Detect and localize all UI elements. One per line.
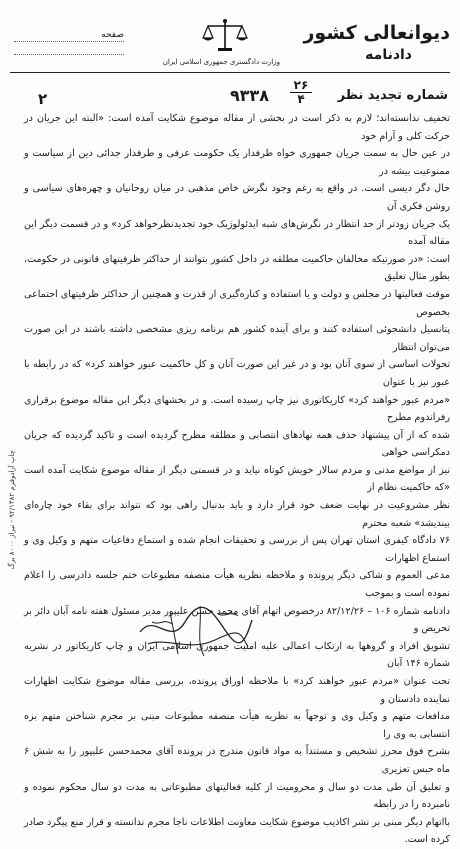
court-title: دیوانعالی کشور — [303, 22, 450, 44]
body-line: تشویق افراد و گروهها به ارتکاب اعمالی علیه امنیت جمهوری اسلامی ایران و چاپ کاریکاتور در نشریه شماره ۱۴۶ آبان — [24, 640, 450, 670]
body-line: است: «در صورتیکه مخالفان حاکمیت مطلقه در داخل کشور بتوانند از حداکثر ظرفیتهای قانونی در حکومت، بطور مثال تعلیق — [24, 253, 450, 283]
verdict-body — [24, 110, 450, 849]
print-margin-note: چاپ آزادوفرم ۹۲/۱۳۸۲ - تیراژ ۸۰۰۰ برگ — [8, 450, 16, 570]
body-line: تحولات اساسی از سوی آنان بود و در غیر این صورت آنان و کل حاکمیت عبور خواهند کرد» که در رابطه با عبور نیز با عنوان — [24, 359, 450, 388]
body-line: بشرح فوق محرز تشخیص و مستنداً به مواد قانون مندرج در پرونده آقای محمدحسن علیپور را به شش ۶ ماه حبس تعزیری — [24, 746, 450, 775]
emblem-caption: وزارت دادگستری جمهوری اسلامی ایران — [162, 58, 280, 66]
judiciary-scales-emblem-icon — [202, 18, 248, 54]
retrial-number-label: شماره تجدید نظر — [337, 88, 448, 103]
body-line: دادنامه شماره ۱۰۶ – ۸۲/۱۲/۲۶ درخصوص اتهام آقای محمد حسن علیپور مدیر مسئول هفته نامه آبان دائر بر تحریض و — [24, 605, 450, 635]
header-divider — [10, 72, 450, 73]
body-line: بااتهام دیگر مبنی بر نشر اکاذیب موضوع شکایت معاونت اطلاعات ناجا مجرم ندانسته و قرار منع پیگرد صادر کرده است. — [24, 816, 450, 846]
body-line: مدعی العموم و شاکی دیگر پرونده و ملاحظه نظریه هیأت منصفه مطبوعات ختم جلسه دادرسی را اعلام نموده است و بموجب — [24, 570, 450, 600]
body-line: در عین حال به سمت جریان جمهوری خواه طرفدار یک حکومت عرفی و طرفدار جدائی دین از سیاست و ممنوعیت بیشه در — [24, 148, 450, 177]
page-field-label: صفحه — [14, 30, 124, 42]
body-line: حال دگر دیسی است. در واقع به رغم وجود نگرش خاص مذهبی در میان روحانیان و چهره‌های سیاسی و روشن فکری آن — [24, 183, 450, 212]
body-line: شده که از آن پیشنهاد حذف همه نهادهای انتصابی و مطلقه مطرح گردیده است و تاکید گردیده که جریان دمکراسی خواهی — [24, 429, 450, 459]
body-line: یک جریان زودتر از حد انتظار در نگرش‌های شبه ایدئولوژیک خود تجدیدنظرخواهد کرد» و در قسمت دیگر این مقاله آمده — [24, 218, 450, 248]
retrial-fraction — [290, 80, 312, 105]
body-line: مدافعات متهم و وکیل وی و توجهاً به نظریه هیأت منصفه مطبوعات مبنی بر مجرم شناختن متهم بزه انتسابی به وی را — [24, 711, 450, 740]
court-subtitle: دادنامه — [365, 47, 412, 63]
page-number: ۲ — [38, 90, 48, 108]
body-line: تخفیف ندانسته‌اند؛ لازم به ذکر است در بخشی از مقاله موضوع شکایت آمده است: «البته این جریان در حرکت کلی و آرام خود — [24, 113, 450, 142]
body-line: پتانسیل دانشجوئی استفاده کنند و برای آینده کشور هم برنامه ریزی مشخصی داشته باشند در این صورت می‌توان انتظار — [24, 324, 450, 353]
retrial-number: ۹۳۳۸ — [230, 86, 270, 105]
body-line: «مردم عبور خواهند کرد» کاریکاتوری نیز چاپ رسیده است. و در بخشهای دیگر این مقاله موضوع برقراری رفراندوم مطرح — [24, 394, 450, 424]
fraction-top: ۲۶ — [293, 78, 309, 92]
body-line: ۷۶ دادگاه کیفری استان تهران پس از بررسی و تحقیقات انجام شده و استماع دفاعیات متهم و وکیل وی و استماع اظهارات — [24, 535, 450, 564]
body-line: و تعلیق آن طی مدت دو سال و محرومیت از کلیه فعالیتهای مطبوعاتی به مدت دو سال محکوم نموده و نامبرده را در رابطه — [24, 781, 450, 811]
body-line: نیز از مواضع مدنی و مردم سالار خویش کوتاه نیاید و در قسمتی دیگر از مقاله موضوع شکایت آمده است «که حاکمیت نظام از — [24, 464, 450, 494]
blank-field-line — [14, 54, 124, 55]
handwritten-signature — [130, 592, 260, 664]
body-line: نظر مشروعیت در نهایت ضعف خود قرار دارد و باید بدنبال راهی بود که نتواند برای بقاء خود چاره‌ای بیندیشد» شعبه محترم — [24, 500, 450, 529]
body-line: تحت عنوان «مردم عبور خواهند کرد» با ملاحظه اوراق پرونده، بررسی مقاله موضوع شکایت اظهارات نماینده دادستان و — [24, 676, 450, 705]
body-line: موقت فعالیتها در مجلس و دولت و یا استفاده و کناره‌گیری از قدرت و همچنین از حداکثر ظرفیتهای اجتماعی بخصوص — [24, 288, 450, 318]
fraction-bottom: ۴ — [297, 92, 305, 106]
